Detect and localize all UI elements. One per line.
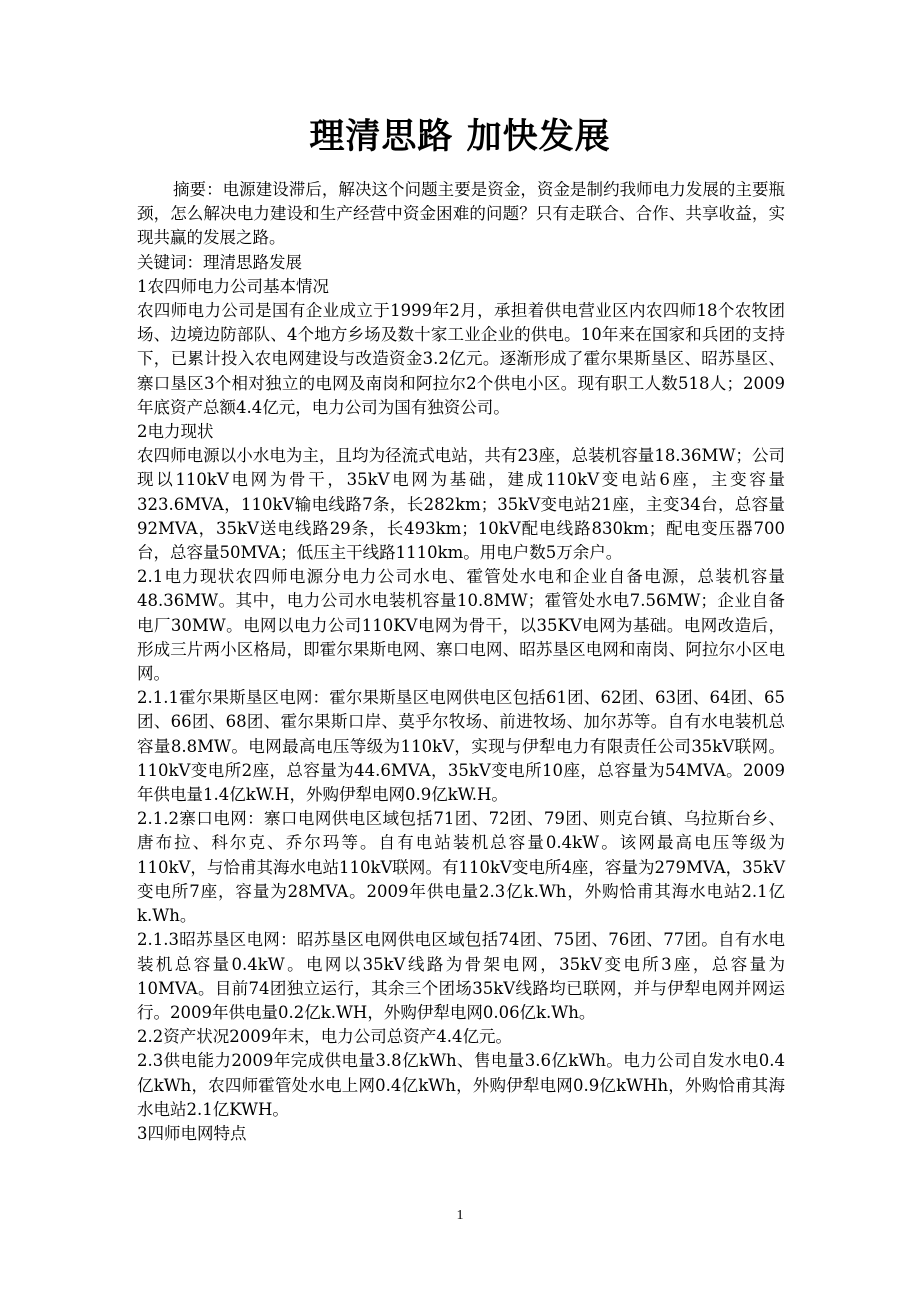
section-heading-2: 2电力现状 — [137, 422, 214, 442]
keywords-line: 关键词：理清思路发展 — [137, 252, 302, 272]
body-paragraph: 2.1.3昭苏垦区电网：昭苏垦区电网供电区域包括74团、75团、76团、77团。自有水电装机总容量0.4kW。电网以35kV线路为骨架电网，35kV变电所3座，总容量为10MVA。目前74团独立运行，其余三个团场35kV线路均已联网，并与伊犁电网并网运行。2009年供电量0.2亿k.WH，外购伊犁电网0.06亿k.Wh。 — [137, 930, 785, 1022]
body-paragraph: 农四师电源以小水电为主，且均为径流式电站，共有23座，总装机容量18.36MW；公司现以110kV电网为骨干，35kV电网为基础，建成110kV变电站6座，主变容量323.6MVA，110kV输电线路7条，长282km；35kV变电站21座，主变34台，总容量92MVA，35kV送电线路29条，长493km；10kV配电线路830km；配电变压器700台，总容量50MVA；低压主干线路1110km。用电户数5万余户。 — [137, 446, 785, 563]
body-paragraph: 2.1电力现状农四师电源分电力公司水电、霍管处水电和企业自备电源，总装机容量48.36MW。其中，电力公司水电装机容量10.8MW；霍管处水电7.56MW；企业自备电厂30MW。电网以电力公司110KV电网为骨干，以35KV电网为基础。电网改造后，形成三片两小区格局，即霍尔果斯电网、寨口电网、昭苏垦区电网和南岗、阿拉尔小区电网。 — [137, 567, 785, 684]
document-title: 理清思路 加快发展 — [309, 117, 611, 157]
body-paragraph: 2.2资产状况2009年末，电力公司总资产4.4亿元。 — [137, 1027, 512, 1047]
body-paragraph: 2.1.2寨口电网：寨口电网供电区域包括71团、72团、79团、则克台镇、乌拉斯台乡、唐布拉、科尔克、乔尔玛等。自有电站装机总容量0.4kW。该网最高电压等级为110kV，与恰甫其海水电站110kV联网。有110kV变电所4座，容量为279MVA，35kV变电所7座，容量为28MVA。2009年供电量2.3亿k.Wh，外购恰甫其海水电站2.1亿k.Wh。 — [137, 809, 785, 926]
page-number: 1 — [456, 1208, 464, 1223]
body-paragraph: 2.3供电能力2009年完成供电量3.8亿kWh、售电量3.6亿kWh。电力公司自发水电0.4亿kWh，农四师霍管处水电上网0.4亿kWh，外购伊犁电网0.9亿kWHh，外购恰甫其海水电站2.1亿KWH。 — [137, 1051, 785, 1119]
section-heading-1: 1农四师电力公司基本情况 — [137, 276, 329, 296]
section-heading-3: 3四师电网特点 — [137, 1123, 247, 1143]
body-paragraph: 农四师电力公司是国有企业成立于1999年2月，承担着供电营业区内农四师18个农牧团场、边境边防部队、4个地方乡场及数十家工业企业的供电。10年来在国家和兵团的支持下，已累计投入农电网建设与改造资金3.2亿元。逐渐形成了霍尔果斯垦区、昭苏垦区、寨口垦区3个相对独立的电网及南岗和阿拉尔2个供电小区。现有职工人数518人；2009年底资产总额4.4亿元，电力公司为国有独资公司。 — [137, 301, 785, 417]
body-paragraph: 2.1.1霍尔果斯垦区电网：霍尔果斯垦区电网供电区包括61团、62团、63团、64团、65团、66团、68团、霍尔果斯口岸、莫乎尔牧场、前进牧场、加尔苏等。自有水电装机总容量8.8MW。电网最高电压等级为110kV，实现与伊犁电力有限责任公司35kV联网。110kV变电所2座，总容量为44.6MVA，35kV变电所10座，总容量为54MVA。2009年供电量1.4亿kW.H，外购伊犁电网0.9亿kW.H。 — [137, 688, 785, 805]
abstract-paragraph: 摘要：电源建设滞后，解决这个问题主要是资金，资金是制约我师电力发展的主要瓶颈，怎么解决电力建设和生产经营中资金困难的问题？只有走联合、合作、共享收益，实现共赢的发展之路。 — [137, 180, 785, 248]
document-body — [137, 178, 785, 1146]
